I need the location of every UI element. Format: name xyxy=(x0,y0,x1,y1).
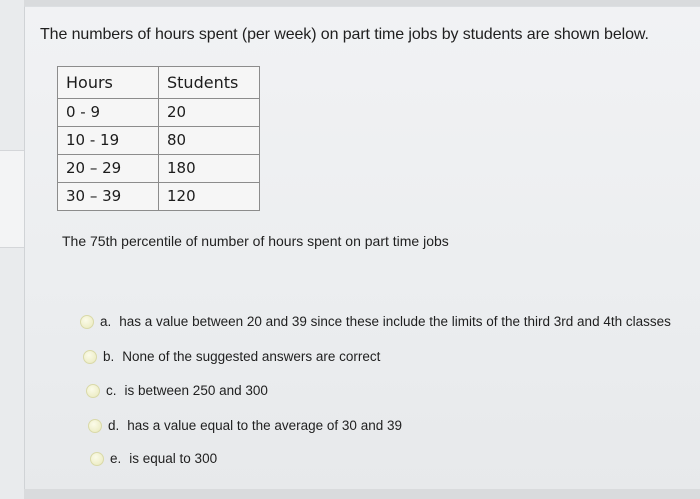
hours-cell: 0 - 9 xyxy=(58,99,159,127)
radio-button-icon[interactable] xyxy=(90,452,104,466)
option-e[interactable] xyxy=(90,451,217,466)
radio-button-icon[interactable] xyxy=(83,350,97,364)
hours-cell: 10 - 19 xyxy=(58,127,159,155)
header-students: Students xyxy=(159,67,260,99)
radio-button-icon[interactable] xyxy=(86,384,100,398)
option-letter: b. xyxy=(103,349,115,364)
table-row xyxy=(58,99,260,127)
radio-button-icon[interactable] xyxy=(88,419,102,433)
option-text: has a value equal to the average of 30 and 39 xyxy=(127,418,402,433)
left-margin xyxy=(0,0,24,499)
hours-cell: 20 – 29 xyxy=(58,155,159,183)
radio-button-icon[interactable] xyxy=(80,315,94,329)
option-a[interactable] xyxy=(80,314,671,329)
option-text: has a value between 20 and 39 since these include the limits of the third 3rd and 4th classes xyxy=(119,314,671,329)
students-cell: 120 xyxy=(159,183,260,211)
option-letter: c. xyxy=(106,383,117,398)
option-text: None of the suggested answers are correct xyxy=(122,349,381,364)
option-d[interactable] xyxy=(88,418,402,433)
students-cell: 180 xyxy=(159,155,260,183)
frequency-table xyxy=(57,66,260,211)
table-row xyxy=(58,127,260,155)
question-text: The numbers of hours spent (per week) on part time jobs by students are shown below. xyxy=(40,26,649,43)
table-row xyxy=(58,183,260,211)
option-text: is between 250 and 300 xyxy=(124,383,268,398)
question-prompt: The 75th percentile of number of hours spent on part time jobs xyxy=(62,233,449,249)
option-c[interactable] xyxy=(86,383,268,398)
students-cell: 80 xyxy=(159,127,260,155)
option-b[interactable] xyxy=(83,349,380,364)
option-letter: d. xyxy=(108,418,120,433)
students-cell: 20 xyxy=(159,99,260,127)
header-hours: Hours xyxy=(58,67,159,99)
side-panel-tab xyxy=(0,150,25,248)
hours-cell: 30 – 39 xyxy=(58,183,159,211)
option-letter: e. xyxy=(110,451,122,466)
table-header-row xyxy=(58,67,260,99)
option-text: is equal to 300 xyxy=(129,451,218,466)
table-row xyxy=(58,155,260,183)
option-letter: a. xyxy=(100,314,112,329)
